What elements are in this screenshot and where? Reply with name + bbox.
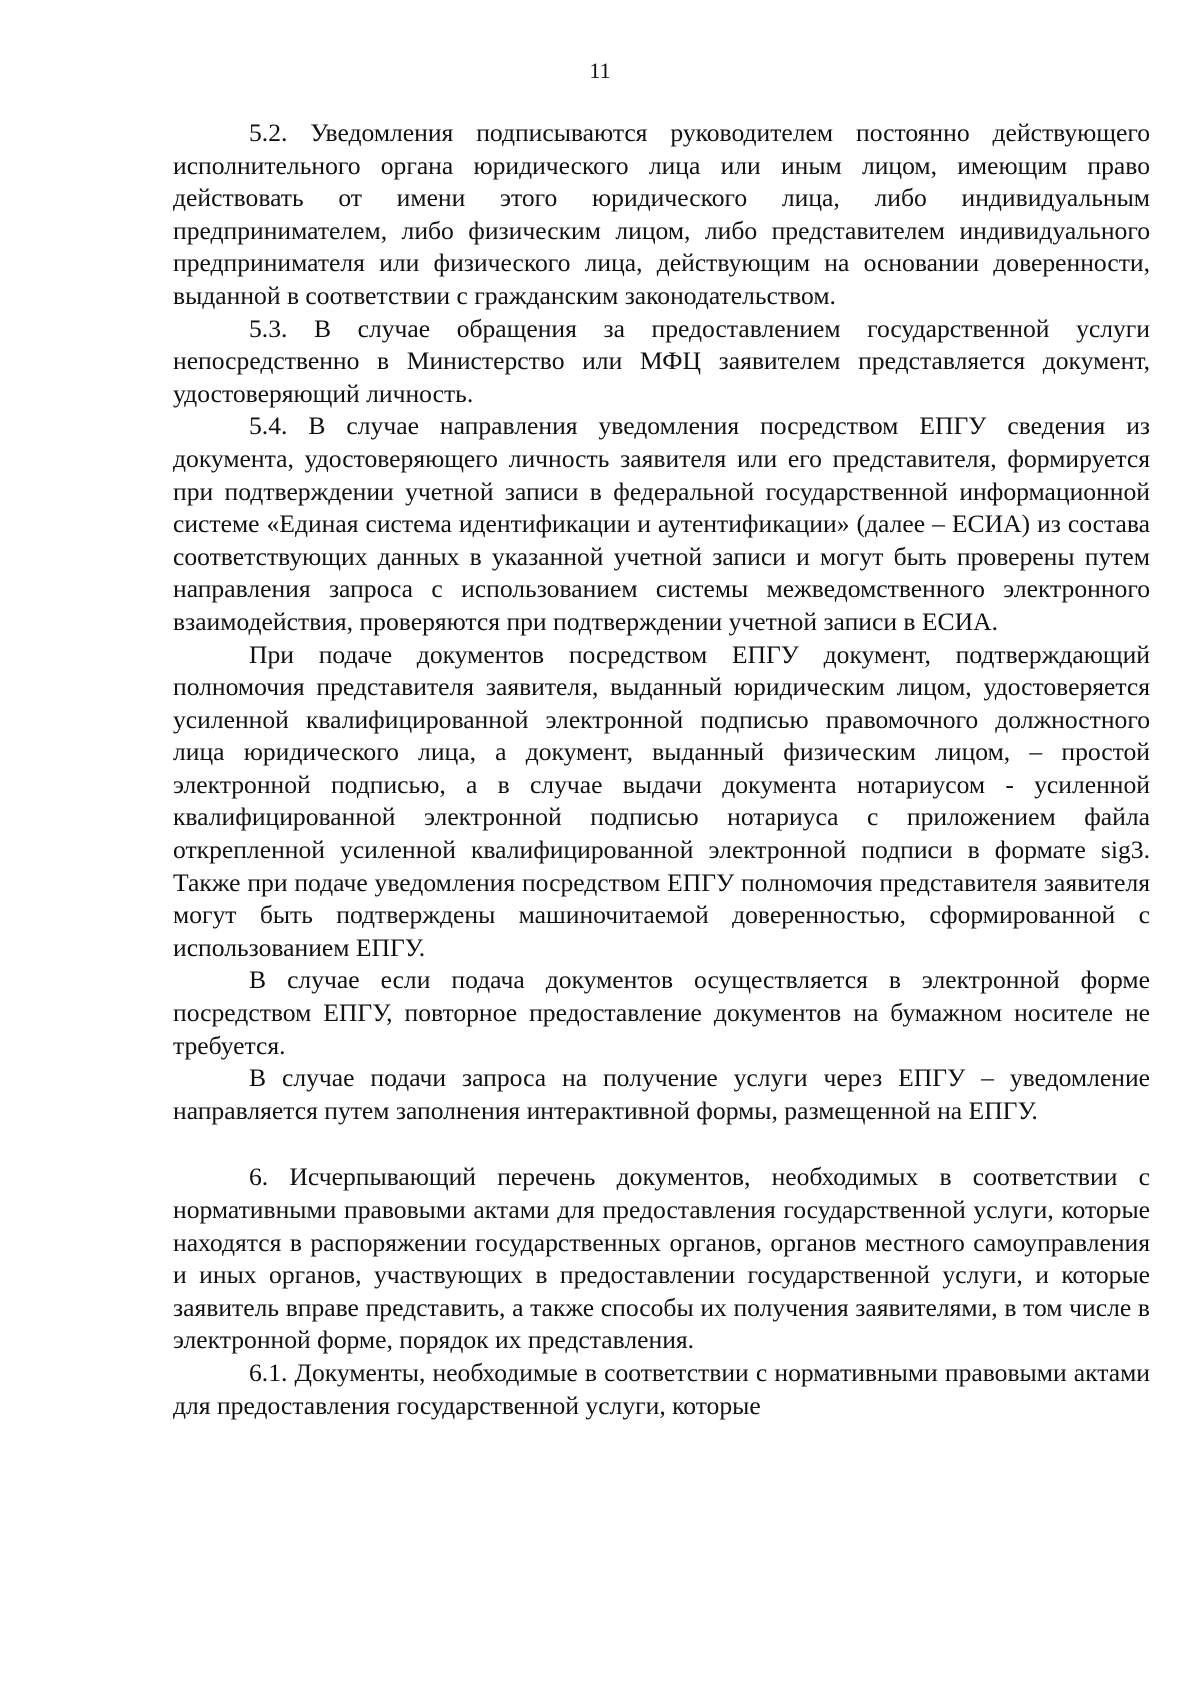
paragraph-5-2: 5.2. Уведомления подписываются руководителем постоянно действующего исполнительного органа юридического лица или иным лицом, имеющим право действовать от имени этого юридического лица, либо индивидуальным предпринимателем, либо физическим лицом, либо представителем индивидуального предпринимателя или физического лица, действующим на основании доверенности, выданной в соответствии с гражданским законодательством. xyxy=(173,118,1150,310)
paragraph-5-3: 5.3. В случае обращения за предоставлением государственной услуги непосредственно в Министерство или МФЦ заявителем представляется документ, удостоверяющий личность. xyxy=(173,313,1150,408)
paragraph-5-4: 5.4. В случае направления уведомления посредством ЕПГУ сведения из документа, удостоверяющего личность заявителя или его представителя, формируется при подтверждении учетной записи в федеральной государственной информационной системе «Единая система идентификации и аутентификации» (далее – ЕСИА) из состава соответствующих данных в указанной учетной записи и могут быть проверены путем направления запроса с использованием системы межведомственного электронного взаимодействия, проверяются при подтверждении учетной записи в ЕСИА. xyxy=(173,411,1150,636)
paragraph-interactive-form: В случае подачи запроса на получение услуги через ЕПГУ – уведомление направляется путем заполнения интерактивной формы, размещенной на ЕПГУ. xyxy=(173,1063,1150,1125)
page-number: 11 xyxy=(589,58,611,83)
section-gap xyxy=(173,1127,1150,1161)
paragraph-electronic-form: В случае если подача документов осуществляется в электронной форме посредством ЕПГУ, повторное предоставление документов на бумажном носителе не требуется. xyxy=(173,965,1150,1060)
paragraph-6-1: 6.1. Документы, необходимые в соответствии с нормативными правовыми актами для предоставления государственной услуги, которые xyxy=(173,1357,1150,1420)
paragraph-6: 6. Исчерпывающий перечень документов, необходимых в соответствии с нормативными правовыми актами для предоставления государственной услуги, которые находятся в распоряжении государственных органов, органов местного самоуправления и иных органов, участвующих в предоставлении государственной услуги, и которые заявитель вправе представить, а также способы их получения заявителями, в том числе в электронной форме, порядок их представления. xyxy=(173,1162,1150,1355)
paragraph-epgu-authority: При подаче документов посредством ЕПГУ документ, подтверждающий полномочия представителя заявителя, выданный юридическим лицом, удостоверяется усиленной квалифицированной электронной подписью правомочного должностного лица юридического лица, а документ, выданный физическим лицом, – простой электронной подписью, а в случае выдачи документа нотариусом - усиленной квалифицированной электронной подписью нотариуса с приложением файла открепленной усиленной квалифицированной электронной подписи в формате sig3. Также при подаче уведомления посредством ЕПГУ полномочия представителя заявителя могут быть подтверждены машиночитаемой доверенностью, сформированной с использованием ЕПГУ. xyxy=(173,639,1150,962)
document-body xyxy=(173,117,1150,1422)
